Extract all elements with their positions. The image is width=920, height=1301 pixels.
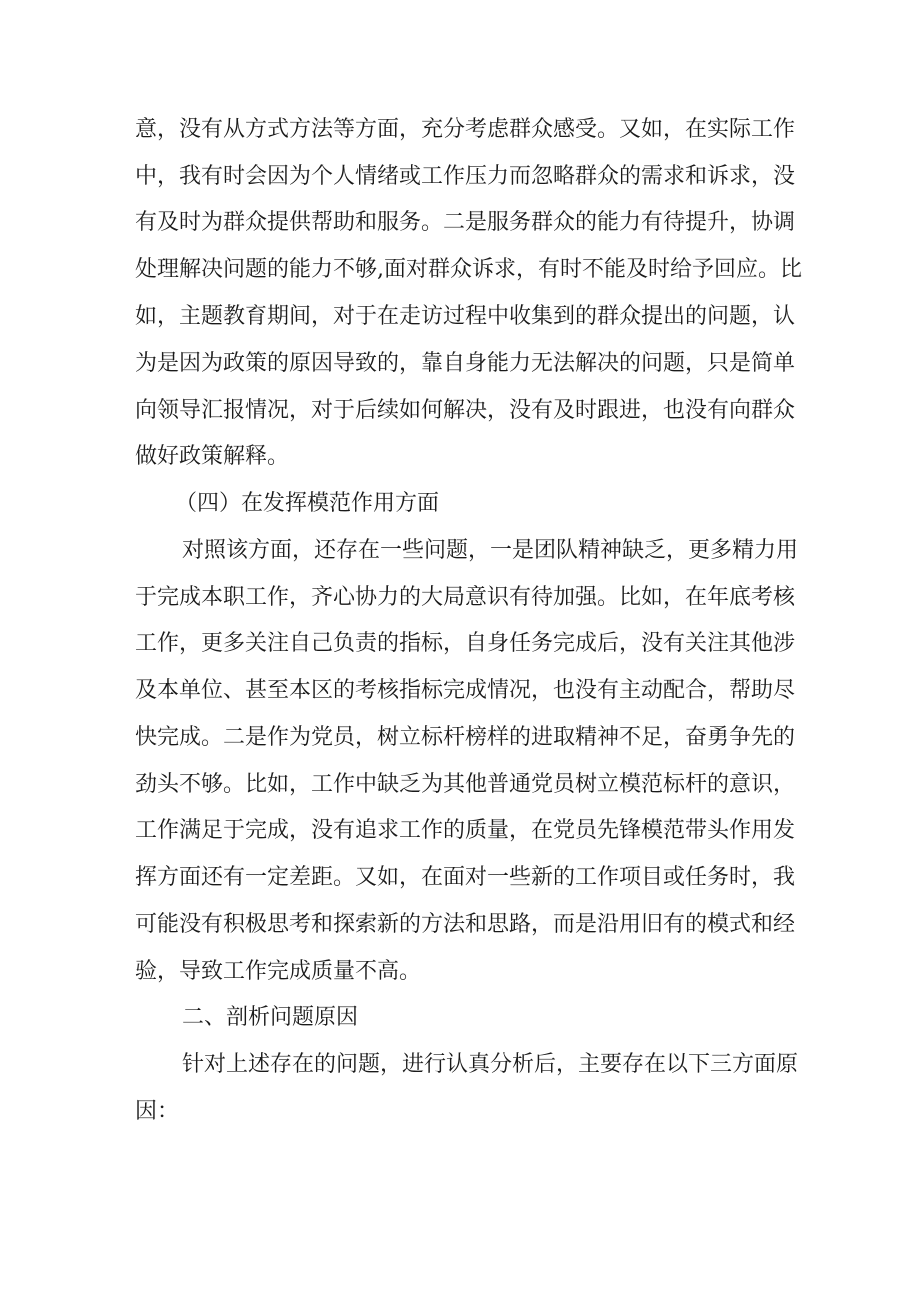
text-line: 于完成本职工作，齐心协力的大局意识有待加强。比如，在年底考核	[135, 585, 796, 610]
text-line: 向领导汇报情况，对于后续如何解决，没有及时跟进，也没有向群众	[135, 398, 796, 423]
text-line: 快完成。二是作为党员，树立标杆榜样的进取精神不足，奋勇争先的	[135, 725, 796, 750]
text-line: 意，没有从方式方法等方面，充分考虑群众感受。又如，在实际工作	[135, 117, 796, 142]
text-line: 中，我有时会因为个人情绪或工作压力而忽略群众的需求和诉求，没	[135, 164, 796, 189]
text-line: 劲头不够。比如，工作中缺乏为其他普通党员树立模范标杆的意识，	[135, 772, 796, 797]
text-line: 为是因为政策的原因导致的，靠自身能力无法解决的问题，只是简单	[135, 351, 796, 376]
text-line: 可能没有积极思考和探索新的方法和思路，而是沿用旧有的模式和经	[135, 912, 796, 937]
section-heading: （四）在发挥模范作用方面	[175, 491, 440, 516]
text-line: 处理解决问题的能力不够,面对群众诉求，有时不能及时给予回应。比	[135, 257, 802, 282]
text-line: 做好政策解释。	[135, 444, 290, 469]
text-line: 针对上述存在的问题，进行认真分析后，主要存在以下三方面原	[182, 1052, 799, 1077]
section-heading: 二、剖析问题原因	[182, 1005, 359, 1030]
text-line: 对照该方面，还存在一些问题，一是团队精神缺乏，更多精力用	[182, 538, 799, 563]
text-line: 有及时为群众提供帮助和服务。二是服务群众的能力有待提升，协调	[135, 210, 796, 235]
text-line: 挥方面还有一定差距。又如，在面对一些新的工作项目或任务时，我	[135, 865, 796, 890]
text-line: 验，导致工作完成质量不高。	[135, 959, 422, 984]
text-line: 工作满足于完成，没有追求工作的质量，在党员先锋模范带头作用发	[135, 818, 796, 843]
text-line: 工作，更多关注自己负责的指标，自身任务完成后，没有关注其他涉	[135, 631, 796, 656]
text-line: 因：	[135, 1099, 180, 1124]
text-line: 如，主题教育期间，对于在走访过程中收集到的群众提出的问题，认	[135, 304, 796, 329]
text-line: 及本单位、甚至本区的考核指标完成情况，也没有主动配合，帮助尽	[135, 678, 796, 703]
